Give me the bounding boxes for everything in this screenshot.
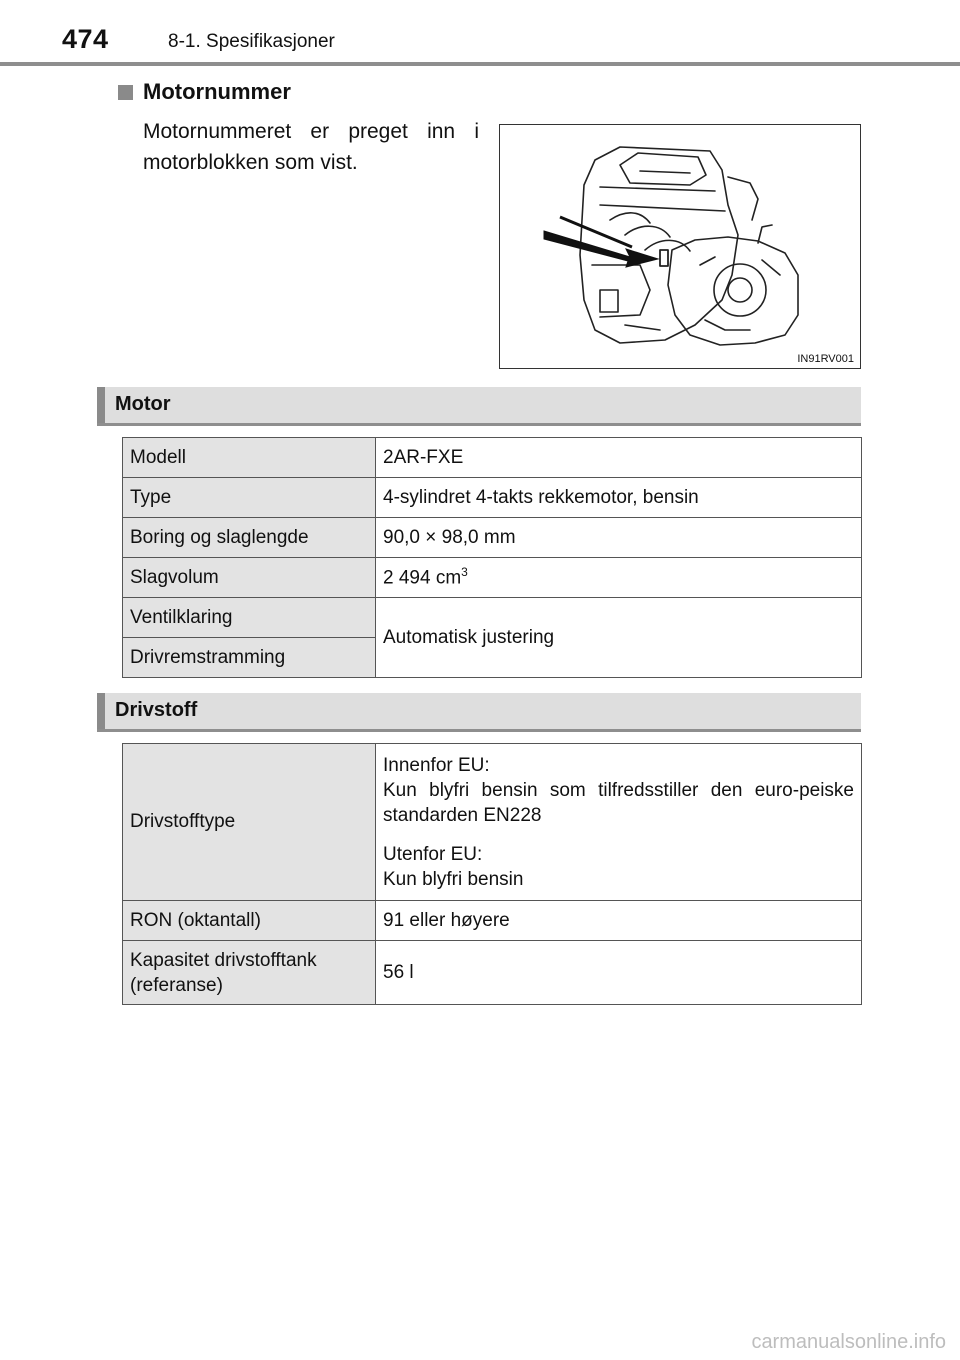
engine-illustration-icon (500, 125, 862, 370)
table-row (123, 598, 862, 638)
watermark: carmanualsonline.info (751, 1331, 946, 1353)
spec-value: 56 l (376, 941, 862, 1005)
table-row (123, 941, 862, 1005)
non-eu-heading: Utenfor EU: (383, 843, 483, 865)
spec-value: 91 eller høyere (376, 901, 862, 941)
spec-value: 4-sylindret 4-takts rekkemotor, bensin (376, 478, 862, 518)
spec-label: Ventilklaring (123, 598, 376, 638)
band-accent-bar (97, 387, 105, 423)
spec-value: Automatisk justering (376, 598, 862, 678)
spec-label: RON (oktantall) (123, 901, 376, 941)
spec-value: 2AR-FXE (376, 438, 862, 478)
spec-value (376, 558, 862, 598)
header-rule (0, 62, 960, 66)
spec-label: Slagvolum (123, 558, 376, 598)
displacement-unit-exponent: 3 (461, 565, 468, 580)
eu-requirement (383, 753, 854, 828)
bullet-square-icon (118, 85, 133, 100)
page-number: 474 (62, 24, 109, 54)
spec-label: Modell (123, 438, 376, 478)
spec-value (376, 744, 862, 901)
table-row (123, 518, 862, 558)
spec-label: Drivstofftype (123, 744, 376, 901)
eu-text: Kun blyfri bensin som tilfredsstiller den euro-peiske standarden EN228 (383, 779, 854, 826)
section-body-text: Motornummeret er preget inn i motorblokken som vist. (143, 120, 479, 174)
spec-label: Type (123, 478, 376, 518)
motor-section-title: Motor (115, 393, 171, 415)
non-eu-text: Kun blyfri bensin (383, 868, 524, 890)
table-row (123, 558, 862, 598)
non-eu-requirement (383, 842, 854, 892)
displacement-value: 2 494 cm (383, 567, 462, 589)
figure-code: IN91RV001 (797, 353, 854, 365)
spec-value: 90,0 × 98,0 mm (376, 518, 862, 558)
fuel-section-band (97, 693, 861, 732)
motor-spec-table (122, 437, 862, 678)
spec-label: Boring og slaglengde (123, 518, 376, 558)
spec-label: Drivremstramming (123, 638, 376, 678)
section-heading-text: Motornummer (143, 79, 291, 104)
section-heading (118, 79, 291, 105)
spec-label: Kapasitet drivstofftank (referanse) (123, 941, 376, 1005)
fuel-spec-table (122, 743, 862, 1005)
table-row (123, 478, 862, 518)
motor-section-band (97, 387, 861, 426)
chapter-title: 8-1. Spesifikasjoner (168, 31, 335, 52)
table-row (123, 438, 862, 478)
band-accent-bar (97, 693, 105, 729)
fuel-section-title: Drivstoff (115, 699, 198, 721)
eu-heading: Innenfor EU: (383, 754, 490, 776)
table-row (123, 901, 862, 941)
engine-figure (499, 124, 861, 369)
table-row (123, 744, 862, 901)
